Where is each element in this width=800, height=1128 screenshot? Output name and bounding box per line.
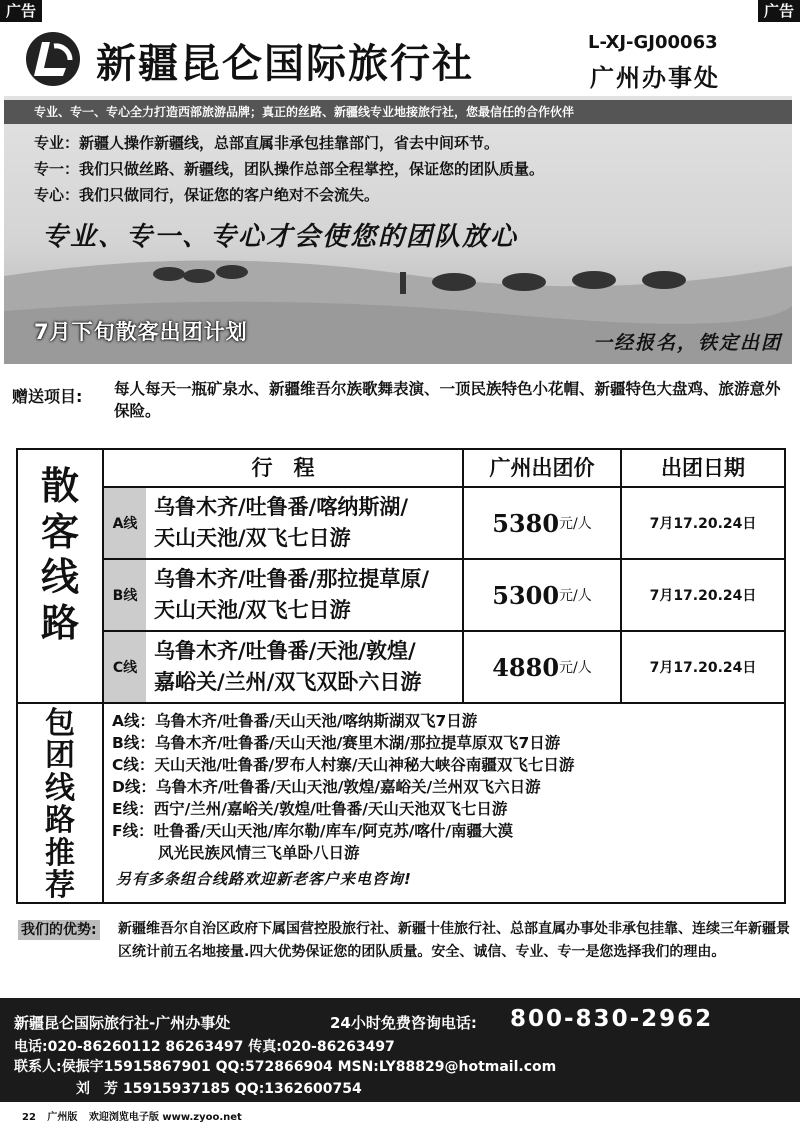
route-date: 7月17.20.24日 <box>620 488 784 558</box>
advantage-text: 新疆维吾尔自治区政府下属国营控股旅行社、新疆十佳旅行社、总部直属办事处非承包挂靠、连续三年新疆景区统计前五名地接量.四大优势保证您的团队质量。安全、诚信、专业、专一是您选择我们的理由。 <box>118 921 790 960</box>
point-dedicated: 专心：我们只做同行，保证您的客户绝对不会流失。 <box>34 186 380 204</box>
point-professional: 专业：新疆人操作新疆线，总部直属非承包挂靠部门，省去中间环节。 <box>34 134 500 152</box>
package-line: D线：乌鲁木齐/吐鲁番/天山天池/敦煌/嘉峪关/兰州双飞六日游 <box>112 778 541 796</box>
route-tag: B线 <box>102 560 146 630</box>
header <box>18 28 788 92</box>
route-tag: C线 <box>102 632 146 702</box>
package-line: E线：西宁/兰州/嘉峪关/敦煌/吐鲁番/天山天池双飞七日游 <box>112 800 508 818</box>
guarantee-text: 一经报名，铁定出团 <box>592 332 782 354</box>
footer <box>0 998 800 1102</box>
route-price: 5380 元/人 <box>462 488 620 558</box>
package-list <box>102 702 784 902</box>
site-text: 欢迎浏览电子版 www.zyoo.net <box>88 1112 242 1123</box>
route-date: 7月17.20.24日 <box>620 560 784 630</box>
route-tag: A线 <box>102 488 146 558</box>
header-date: 出团日期 <box>620 450 784 486</box>
package-routes-label: 包 团 线 路 推 荐 <box>45 706 75 903</box>
route-price: 5300 元/人 <box>462 560 620 630</box>
route-date: 7月17.20.24日 <box>620 632 784 702</box>
hotline-label: 24小时免费咨询电话: <box>330 1014 477 1032</box>
plan-title: 7月下旬散客出团计划 <box>34 320 248 344</box>
scattered-routes-label: 散 客 线 路 <box>40 464 79 645</box>
advantage-section <box>14 918 790 964</box>
route-price: 4880 元/人 <box>462 632 620 702</box>
package-line: F线：吐鲁番/天山天池/库尔勒/库车/阿克苏/喀什/南疆大漠 <box>112 822 514 840</box>
office-name: 广州办事处 <box>590 64 720 92</box>
routes-table <box>16 448 786 904</box>
gift-section <box>12 378 792 422</box>
license-code: L-XJ-GJ00063 <box>588 32 718 53</box>
tagline-strip: 专业、专一、专心全力打造西部旅游品牌；真正的丝路、新疆线专业地接旅行社，您最信任的合作伙伴 <box>4 100 792 124</box>
footer-company: 新疆昆仑国际旅行社-广州办事处 <box>14 1014 231 1032</box>
route-name: 乌鲁木齐/吐鲁番/那拉提草原/ 天山天池/双飞七日游 <box>154 567 430 622</box>
gift-label: 赠送项目: <box>12 387 83 406</box>
page-footer-line <box>22 1108 250 1123</box>
banner <box>4 96 792 364</box>
route-row <box>102 630 784 702</box>
route-row <box>102 486 784 558</box>
package-line: B线：乌鲁木齐/吐鲁番/天山天池/赛里木湖/那拉提草原双飞7日游 <box>112 734 561 752</box>
company-name: 新疆昆仑国际旅行社 <box>96 41 474 87</box>
footer-contact-1: 联系人:侯振宇15915867901 QQ:572866904 MSN:LY88829@hotmail.com <box>14 1059 557 1075</box>
hotline-number: 800-830-2962 <box>510 1006 714 1032</box>
ad-corner-right: 广告 <box>758 0 800 22</box>
package-line: C线：天山天池/吐鲁番/罗布人村寨/天山神秘大峡谷南疆双飞七日游 <box>112 756 575 774</box>
route-row <box>102 558 784 630</box>
point-focused: 专一：我们只做丝路、新疆线，团队操作总部全程掌控，保证您的团队质量。 <box>34 160 545 178</box>
company-logo-icon <box>26 32 80 86</box>
more-routes-note: 另有多条组合线路欢迎新老客户来电咨询! <box>116 870 412 888</box>
ad-corner-left: 广告 <box>0 0 42 22</box>
edition-label: 广州版 <box>47 1112 78 1123</box>
route-name: 乌鲁木齐/吐鲁番/喀纳斯湖/ 天山天池/双飞七日游 <box>154 495 409 550</box>
advantage-label: 我们的优势: <box>18 920 100 940</box>
page-number: 22 <box>22 1112 36 1123</box>
footer-contact-2: 刘 芳 15915937185 QQ:1362600754 <box>76 1081 362 1097</box>
gift-text: 每人每天一瓶矿泉水、新疆维吾尔族歌舞表演、一顶民族特色小花帽、新疆特色大盘鸡、旅游意外保险。 <box>114 380 781 420</box>
header-route: 行 程 <box>102 450 462 486</box>
package-line-continuation: 风光民族风情三飞单卧八日游 <box>158 844 360 862</box>
package-line: A线：乌鲁木齐/吐鲁番/天山天池/喀纳斯湖双飞7日游 <box>112 712 478 730</box>
route-name: 乌鲁木齐/吐鲁番/天池/敦煌/ 嘉峪关/兰州/双飞双卧六日游 <box>154 639 422 694</box>
header-price: 广州出团价 <box>462 450 620 486</box>
footer-phone: 电话:020-86260112 86263497 传真:020-86263497 <box>14 1039 395 1055</box>
main-slogan: 专业、专一、专心才会使您的团队放心 <box>42 222 519 252</box>
